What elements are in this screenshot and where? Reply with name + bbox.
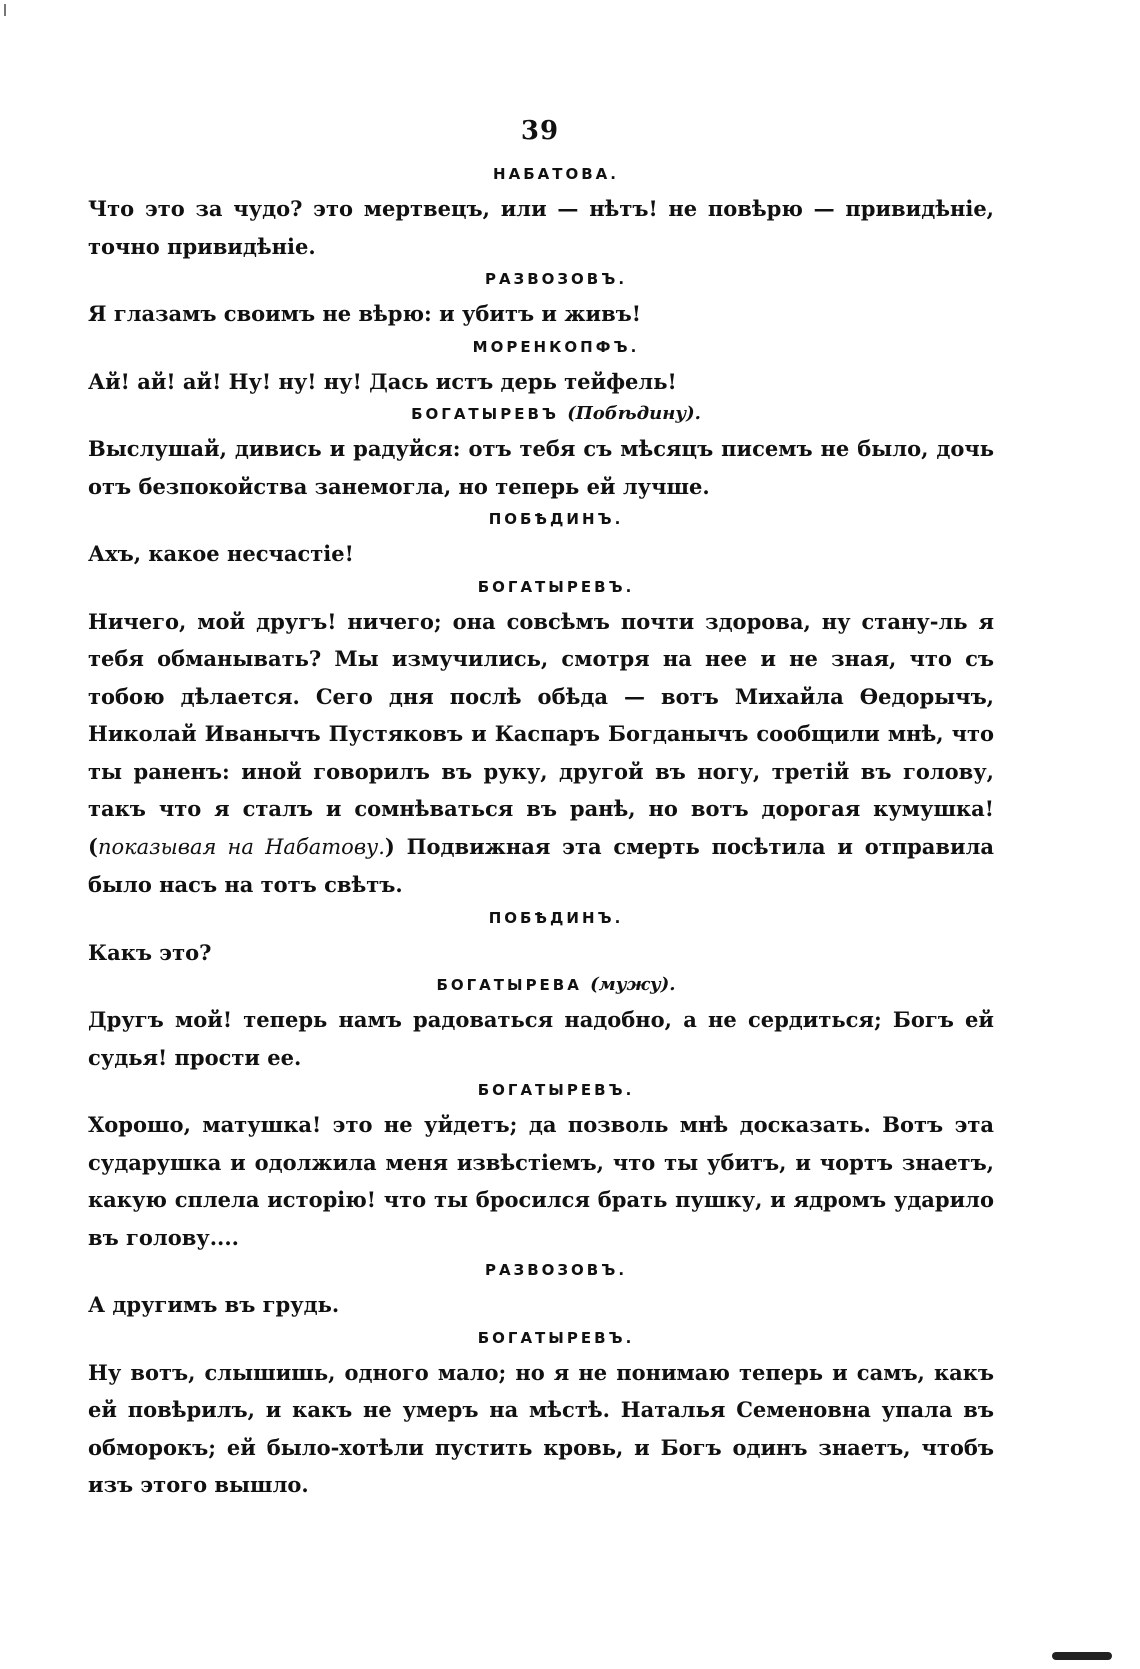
- speaker-label: БОГАТЫРЕВА: [436, 976, 582, 994]
- stage-direction: (мужу).: [590, 974, 676, 995]
- speaker-label: РАЗВОЗОВЪ.: [484, 270, 628, 288]
- speaker-label: ПОБѢДИНЪ.: [488, 908, 624, 927]
- inline-stage-direction: показывая на Набатову.: [97, 834, 385, 859]
- scan-mark: [1052, 1652, 1112, 1660]
- speaker-name: [88, 404, 994, 424]
- speaker-name: [88, 509, 994, 529]
- speaker-name: [88, 908, 994, 928]
- speaker-name: [88, 269, 994, 289]
- speaker-label: БОГАТЫРЕВЪ.: [477, 1081, 635, 1099]
- speaker-name: [88, 1328, 994, 1348]
- speech-text: Какъ это?: [88, 939, 212, 965]
- speaker-name: [88, 337, 994, 357]
- speech-text: Выслушай, дивись и радуйся: отъ тебя съ мѣсяцъ писемъ не было, дочь отъ безпокойства занемогла, но теперь ей лучше.: [88, 436, 994, 499]
- speech-text: Хорошо, матушка! это не уйдетъ; да позволь мнѣ досказать. Вотъ эта сударушка и одолжила меня извѣстіемъ, что ты убитъ, и чортъ знаетъ, какую сплела исторію! что ты бросился брать пушку, и ядромъ ударило въ голову....: [88, 1112, 994, 1250]
- speech-text: Я глазамъ своимъ не вѣрю: и убитъ и живъ!: [88, 301, 642, 326]
- speaker-label: РАЗВОЗОВЪ.: [484, 1261, 628, 1279]
- speaker-name: [88, 1080, 994, 1100]
- speech-text-part: Ничего, мой другъ! ничего; она совсѣмъ почти здорова, ну стану-ль я тебя обманывать? Мы измучились, смотря на нее и не зная, что съ тобою дѣлается. Сего дня послѣ обѣда — вотъ Михайла Ѳедорычъ, Николай Иванычъ Пустяковъ и Каспаръ Богданычъ сообщили мнѣ, что ты раненъ: иной говорилъ въ руку, другой въ ногу, третій въ голову, такъ что я сталъ и сомнѣваться въ ранѣ, но вотъ дорогая кумушка! (: [88, 608, 994, 859]
- speech-text: Что это за чудо? это мертвецъ, или — нѣтъ! не повѣрю — привидѣніе, точно привидѣніе.: [88, 196, 994, 259]
- speaker-label: ПОБѢДИНЪ.: [488, 510, 624, 528]
- speaker-name: [88, 577, 994, 597]
- speech-text: Ну вотъ, слышишь, одного мало; но я не понимаю теперь и самъ, какъ ей повѣрилъ, и какъ не умеръ на мѣстѣ. Наталья Семеновна упала въ обморокъ; ей было-хотѣли пустить кровь, и Богъ одинъ знаетъ, чтобъ изъ этого вышло.: [88, 1359, 994, 1497]
- speaker-label: МОРЕНКОПФЪ.: [472, 337, 640, 356]
- speech-text: А другимъ въ грудь.: [88, 1292, 340, 1317]
- speaker-label: БОГАТЫРЕВЪ.: [477, 577, 635, 596]
- page-number: 39: [520, 116, 560, 146]
- speaker-name: [88, 975, 994, 995]
- speech-text-part: ) Подвижная эта смерть посѣтила и отправила было насъ на тотъ свѣтъ.: [88, 833, 994, 897]
- speech-text: Ай! ай! ай! Ну! ну! ну! Дась истъ дерь тейфель!: [88, 368, 677, 394]
- speaker-label: БОГАТЫРЕВЪ: [411, 405, 559, 423]
- speaker-name: [88, 1260, 994, 1280]
- speaker-name: [88, 164, 994, 184]
- scan-mark: [4, 4, 6, 16]
- speech-text: Ахъ, какое несчастіе!: [88, 541, 354, 566]
- stage-direction: (Побѣдину).: [567, 403, 701, 424]
- speaker-label: НАБАТОВА.: [493, 165, 619, 183]
- speech-text: Другъ мой! теперь намъ радоваться надобно, а не сердиться; Богъ ей судья! прости ее.: [88, 1007, 994, 1070]
- speech-text: [88, 603, 994, 904]
- dialogue: [88, 160, 994, 1508]
- speaker-label: БОГАТЫРЕВЪ.: [477, 1328, 635, 1347]
